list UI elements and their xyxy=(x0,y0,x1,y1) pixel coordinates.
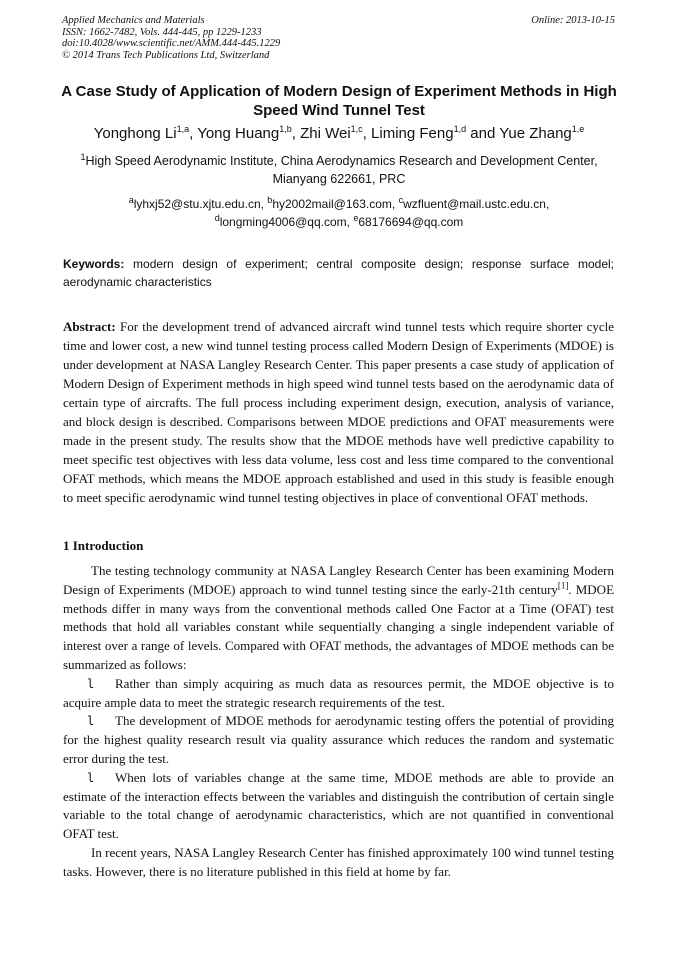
email-link[interactable]: 68176694@qq.com xyxy=(358,215,464,229)
abstract-text: For the development trend of advanced aircraft wind tunnel tests which require shorter cycle time and lower cost, a new wind tunnel testing process called Modern Design of Experiments (MDOE) is under development at NASA Langley Research Center. This paper presents a case study of application of Modern Design of Experiment methods in high speed wind tunnel tests based on the aerodynamic data of certain type of aircrafts. The full process including experiment design, execution, analysis of variance, and block design is described. Comparisons between MDOE predictions and OFAT measurements were made in the present study. The results show that the MDOE methods have well predictive capability to meet specific test objectives with less data volume, less cost and less time compared to the conventional OFAT methods, which means the MDOE approach established and used in this study is feasible enough to meet specific aerodynamic wind tunnel testing objectives in place of conventional OFAT methods. xyxy=(63,319,614,505)
section-heading: 1 Introduction xyxy=(63,538,144,553)
citation-ref[interactable]: [1] xyxy=(557,580,569,591)
doi-line: doi:10.4028/www.scientific.net/AMM.444-445.1229 xyxy=(62,38,281,49)
keywords xyxy=(63,255,614,291)
bullet-item: l When lots of variables change at the same time, MDOE methods are able to provide an estimate of the interaction effects between the variables and distinguish the contribution of certain single variable to the total change of aerodynamic characteristics, which are not quantified in conventional OFAT test. xyxy=(63,769,614,842)
bullet-icon: l xyxy=(87,676,95,691)
email-list: $^a$lyhxj52@stu.xjtu.edu.cn, $^b$hy2002mail@163.com, $^c$wzfluent@mail.ustc.edu.cn, $^d$longming4006@qq.com, $^e$68176694@qq.com xyxy=(128,195,550,229)
abstract-label: Abstract: xyxy=(63,319,116,334)
introduction-body xyxy=(63,562,614,882)
paper-title: A Case Study of Application of Modern Design of Experiment Methods in High Speed Wind Tunnel Test xyxy=(61,83,617,119)
author: Liming Feng$^{1,d}$ and xyxy=(371,124,500,142)
bullet-item: l Rather than simply acquiring as much data as resources permit, the MDOE objective is to acquire ample data to meet the strategic research requirements of the test. xyxy=(63,675,614,710)
bullet-icon: l xyxy=(87,714,95,729)
journal-name: Applied Mechanics and Materials xyxy=(62,15,205,26)
journal-header xyxy=(62,15,280,61)
issn-line: ISSN: 1662-7482, Vols. 444-445, pp 1229-1233 xyxy=(62,26,262,38)
bullet-icon: l xyxy=(87,770,95,785)
email-link[interactable]: longming4006@qq.com xyxy=(219,215,347,229)
keywords-label: Keywords: xyxy=(63,257,125,271)
affiliation: $^1$High Speed Aerodynamic Institute, China Aerodynamics Research and Development Center, Mianyang 622661, PRC xyxy=(80,151,598,186)
author: Yong Huang$^{1,b}$, xyxy=(197,124,301,142)
author: Yonghong Li$^{1,a}$, xyxy=(93,124,198,142)
email-link[interactable]: wzfluent@mail.ustc.edu.cn, xyxy=(403,197,550,211)
author: Zhi Wei$^{1,c}$, xyxy=(300,124,372,142)
keywords-text: modern design of experiment; central composite design; response surface model; aerodynamic characteristics xyxy=(63,257,614,289)
abstract xyxy=(63,317,614,507)
paragraph: The testing technology community at NASA Langley Research Center has been examining Modern Design of Experiments (MDOE) approach to wind tunnel testing since the early-21th century[1]. MDOE methods differ in many ways from the conventional methods called One Factor at a Time (OFAT) test methods that hold all variables constant while sequentially changing a single independent variable of interest over a range of levels. Compared with OFAT methods, the advantages of MDOE methods can be summarized as follows: xyxy=(63,563,615,672)
paragraph: In recent years, NASA Langley Research Center has finished approximately 100 wind tunnel testing tasks. However, there is no literature published in this field at home by far. xyxy=(63,844,614,879)
online-date: Online: 2013-10-15 xyxy=(531,15,615,26)
author-list xyxy=(30,124,648,143)
bullet-item: l The development of MDOE methods for aerodynamic testing offers the potential of providing for the highest quality research result via quality assurance which reduces the random and systematic error during the test. xyxy=(63,713,614,766)
email-link[interactable]: hy2002mail@163.com xyxy=(272,197,392,211)
copyright-line: © 2014 Trans Tech Publications Ltd, Switzerland xyxy=(62,49,270,61)
email-link[interactable]: lyhxj52@stu.xjtu.edu.cn xyxy=(133,197,261,211)
author: Yue Zhang$^{1,e}$ xyxy=(499,124,585,142)
